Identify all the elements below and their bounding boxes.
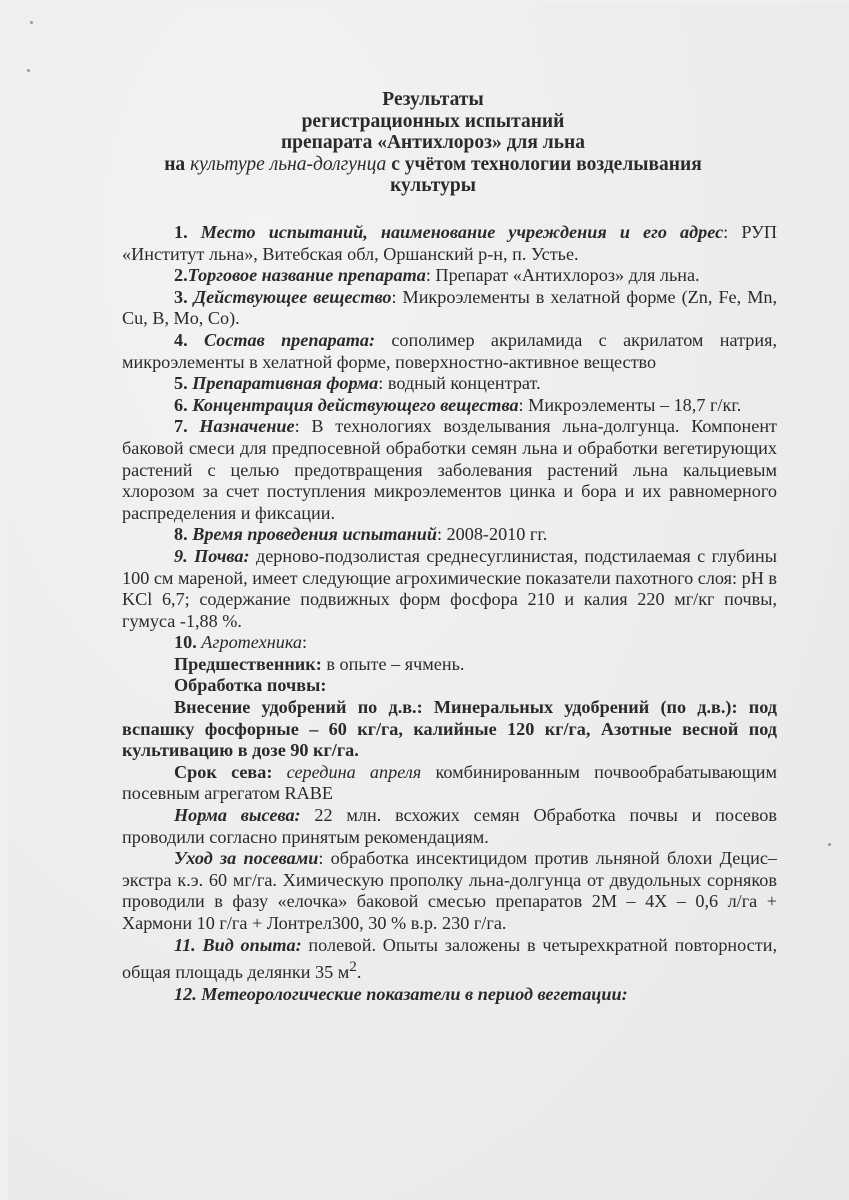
section-label: Агротехника [201,632,302,653]
predecessor [122,654,777,676]
section-number: 3. [174,286,194,307]
section-label: Концентрация действующего вещества [192,394,519,415]
document-page [8,3,849,1200]
scan-speck [828,843,831,846]
crop-care [122,848,777,934]
section-label: Метеорологические показатели в период вегетации: [201,983,628,1004]
section-label: Норма высева: [174,805,301,826]
section-number: 11. [174,934,203,955]
section-text: : 2008-2010 гг. [436,524,548,545]
section-label: Состав препарата: [203,329,376,350]
section-text: сополимер акриламида с акрилатом натрия, микроэлементы в хелатной форме, поверхностно-активное вещество [122,329,778,372]
section-text: : РУП «Институт льна», Витебская обл, Оршанский р-н, п. Устье. [122,222,778,264]
title-line-5: культуры [390,175,476,196]
section-label: Место испытаний, наименование учреждения и его адрес [200,222,724,242]
section-3 [122,287,777,330]
section-label: Торговое название препарата [187,265,426,286]
section-2 [122,265,777,287]
section-label: Препаративная форма [192,373,379,394]
section-number: 12. [174,983,202,1004]
section-text: полевой. Опыты заложены в четырехкратной повторности, общая площадь делянки 35 м [122,934,777,983]
section-label: Назначение [199,416,295,437]
title-line-3: препарата «Антихлороз» для льна [280,132,586,153]
section-label: Предшественник: [174,653,322,674]
section-number: 2. [174,265,188,286]
section-text: в опыте – ячмень. [321,653,465,674]
section-text: : Микроэлементы – 18,7 г/кг. [518,394,742,415]
section-label: Уход за посевами [174,848,319,869]
section-9 [122,546,777,632]
section-text: : Препарат «Антихлороз» для льна. [425,265,700,286]
title-text: на [164,153,191,175]
section-text: . [356,962,362,983]
section-label: Вид опыта: [202,934,302,955]
section-italic-text: середина апреля [286,761,422,782]
fertilizer: Внесение удобрений по д.в.: Минеральных удобрений (по д.в.): под вспашку фосфорные – 60 кг/га, калийные 120 кг/га, Азотные весной под культивацию в дозе 90 кг/га. [122,697,777,761]
section-4 [122,330,777,373]
section-11 [122,935,777,984]
section-6 [122,395,777,417]
section-10 [122,632,777,654]
section-number: 7. [174,416,200,437]
section-number: 9. [174,545,195,566]
title-line-1: Результаты [382,89,484,110]
section-text: : водный концентрат. [378,373,541,394]
sowing [122,762,777,805]
section-label: Почва: [194,545,250,566]
section-label: Срок сева: [174,761,273,782]
section-number: 4. [174,329,204,350]
section-5 [122,373,777,395]
title-line-4 [108,154,758,176]
title-italic-text: культуре льна-долгунца [190,153,387,175]
section-number: 10. [174,632,202,653]
title-line-2: регистрационных испытаний [301,110,565,132]
section-8 [122,524,777,546]
section-number: 8. [174,524,193,545]
superscript: 2 [349,958,357,976]
section-7 [122,416,777,524]
section-label: Действующее вещество [193,286,392,307]
document-body [122,222,777,1005]
scan-speck [27,69,30,72]
section-text: : Микроэлементы в хелатной форме (Zn, Fe, Mn, Cu, B, Mo, Co). [122,286,778,329]
document-title [108,89,758,197]
section-number: 6. [174,394,193,415]
seeding-rate [122,805,777,848]
section-text: : В технологиях возделывания льна-долгунца. Компонент баковой смеси для предпосевной обработки семян льна и обработки вегетирующих растений с целью предотвращения заболевания растений льна кальциевым хлорозом за счет поступления микроэлементов цинка и бора и их равномерного распределения и фиксации. [122,416,778,523]
section-text: : [301,632,308,653]
section-number: 5. [174,373,193,394]
section-12 [122,984,777,1006]
section-text: дерново-подзолистая среднесуглинистая, подстилаемая с глубины 100 см мареной, имеет следующие агрохимические показатели пахотного слоя: pH в KCl 6,7; содержание подвижных форм фосфора 210 и калия 220 мг/кг почвы, гумуса -1,88 %. [122,545,777,631]
section-text: комбинированным почвообрабатывающим посевным агрегатом RABE [122,761,777,804]
section-number: 1. [174,222,201,242]
title-text: с учётом технологии возделывания [386,153,702,175]
section-text: 22 млн. всхожих семян Обработка почвы и посевов проводили согласно принятым рекомендациям. [122,805,777,847]
section-label: Время проведения испытаний [192,524,437,545]
soil-treatment: Обработка почвы: [174,675,327,696]
scan-speck [30,21,33,24]
section-1 [122,222,777,265]
section-text: : обработка инсектицидом против льняной блохи Децис–экстра к.э. 60 мг/га. Химическую прополку льна-долгунца от двудольных сорняков проводили в фазу «елочка» баковой смесью препаратов 2М – 4Х – 0,6 л/га + Хармони 10 г/га + Лонтрел300, 30 % в.р. 230 г/га. [122,848,777,933]
